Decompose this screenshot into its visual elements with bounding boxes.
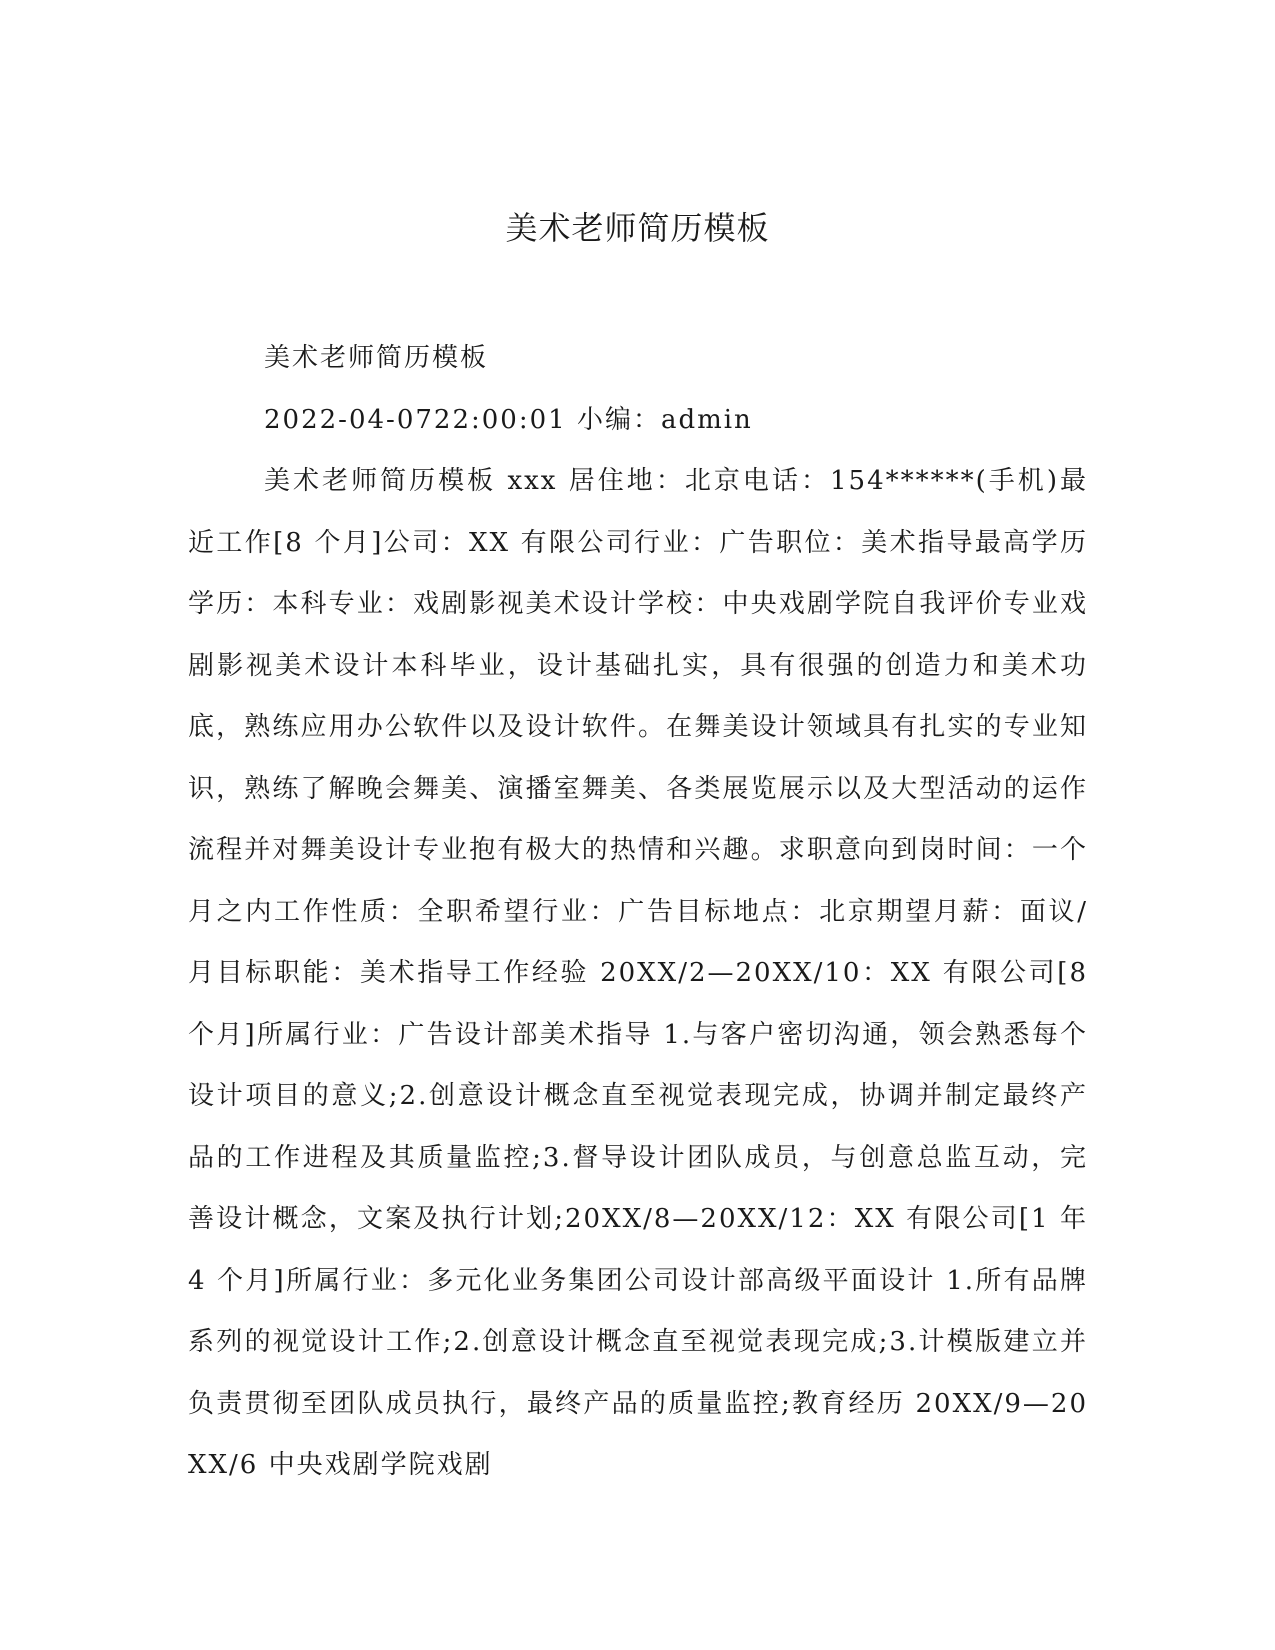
document-body bbox=[188, 328, 1088, 1497]
meta-line: 2022-04-0722:00:01 小编：admin bbox=[264, 404, 753, 435]
subtitle-paragraph: 美术老师简历模板 bbox=[264, 343, 489, 373]
document-title: 美术老师简历模板 bbox=[505, 209, 770, 247]
body-paragraph: 美术老师简历模板 xxx 居住地：北京电话：154******(手机)最近工作[8 个月]公司：XX 有限公司行业：广告职位：美术指导最高学历学历：本科专业：戏剧影视美术设计学校：中央戏剧学院自我评价专业戏剧影视美术设计本科毕业，设计基础扎实，具有很强的创造力和美术功底，熟练应用办公软件以及设计软件。在舞美设计领域具有扎实的专业知识，熟练了解晚会舞美、演播室舞美、各类展览展示以及大型活动的运作流程并对舞美设计专业抱有极大的热情和兴趣。求职意向到岗时间：一个月之内工作性质：全职希望行业：广告目标地点：北京期望月薪：面议/月目标职能：美术指导工作经验 20XX/2—20XX/10：XX 有限公司[8 个月]所属行业：广告设计部美术指导 1.与客户密切沟通，领会熟悉每个设计项目的意义;2.创意设计概念直至视觉表现完成，协调并制定最终产品的工作进程及其质量监控;3.督导设计团队成员，与创意总监互动，完善设计概念，文案及执行计划;20XX/8—20XX/12：XX 有限公司[1 年 4 个月]所属行业：多元化业务集团公司设计部高级平面设计 1.所有品牌系列的视觉设计工作;2.创意设计概念直至视觉表现完成;3.计模版建立并负责贯彻至团队成员执行，最终产品的质量监控;教育经历 20XX/9—20XX/6 中央戏剧学院戏剧 bbox=[188, 466, 1088, 1480]
